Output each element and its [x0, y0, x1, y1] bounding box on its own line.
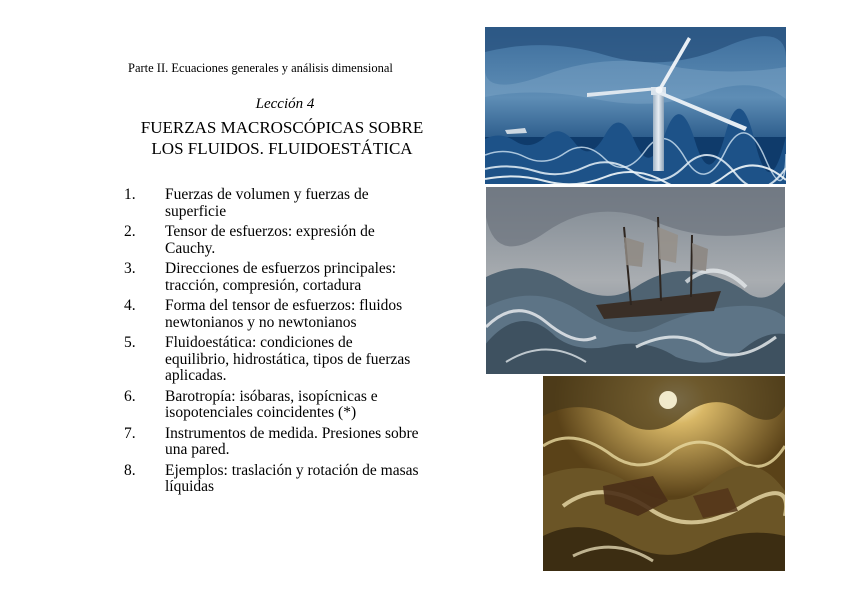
toc-item-line: Fuerzas de volumen y fuerzas de — [165, 186, 369, 203]
toc-item-line: newtonianos y no newtonianos — [165, 313, 357, 331]
ship-storm-illustration — [486, 187, 785, 374]
lesson-title-line-2: LOS FLUIDOS. FLUIDOESTÁTICA — [151, 139, 413, 158]
toc-item-text — [165, 335, 469, 385]
toc-item-text — [165, 426, 469, 459]
toc-item-line: superficie — [165, 202, 227, 220]
toc-item — [124, 463, 469, 496]
toc-item-text — [165, 224, 469, 257]
lesson-title-line-1: FUERZAS MACROSCÓPICAS SOBRE — [140, 118, 424, 137]
toc-item — [124, 261, 469, 294]
ship-in-storm-painting — [486, 187, 785, 374]
toc-item-number: 4. — [124, 297, 136, 314]
toc-item-number: 5. — [124, 334, 136, 351]
stormy-sea-painting — [543, 376, 785, 571]
toc-item-number: 7. — [124, 424, 136, 442]
toc-item-line: Fluidoestática: condiciones de — [165, 334, 353, 351]
toc-item-text — [165, 463, 469, 496]
toc-item-line: líquidas — [165, 478, 215, 495]
toc-item-line: aplicadas. — [165, 367, 227, 384]
toc-item-text — [165, 187, 469, 220]
toc-item — [124, 335, 469, 385]
toc-item-line: una pared. — [165, 441, 230, 458]
toc-item-number: 1. — [124, 186, 136, 203]
toc-item-line: Forma del tensor de esfuerzos: fluidos — [165, 297, 403, 314]
toc-item-number: 6. — [124, 387, 136, 405]
toc-item-line: Ejemplos: traslación y rotación de masas — [165, 461, 419, 479]
toc-item — [124, 187, 469, 220]
lesson-label: Lección 4 — [255, 96, 315, 112]
toc-item-line: Direcciones de esfuerzos principales: — [165, 260, 397, 277]
toc-item-number: 2. — [124, 223, 136, 240]
toc-item-line: Cauchy. — [165, 239, 216, 257]
toc-item-text — [165, 298, 469, 331]
toc-item — [124, 298, 469, 331]
toc-item-line: Tensor de esfuerzos: expresión de — [165, 223, 375, 240]
part-header: Parte II. Ecuaciones generales y análisis dimensional — [128, 61, 393, 75]
toc-item-line: Barotropía: isóbaras, isopícnicas e — [165, 387, 378, 405]
toc-item-line: tracción, compresión, cortadura — [165, 276, 362, 294]
table-of-contents — [124, 187, 469, 500]
lesson-title — [112, 117, 452, 159]
toc-item — [124, 224, 469, 257]
toc-item-text — [165, 389, 469, 422]
toc-item-text — [165, 261, 469, 294]
stormy-sea-illustration — [543, 376, 785, 571]
toc-item-line: equilibrio, hidrostática, tipos de fuerzas — [165, 350, 411, 368]
toc-item-line: Instrumentos de medida. Presiones sobre — [165, 424, 419, 442]
toc-item — [124, 426, 469, 459]
toc-item-line: isopotenciales coincidentes (*) — [165, 404, 357, 421]
toc-item — [124, 389, 469, 422]
toc-item-number: 8. — [124, 461, 136, 479]
toc-item-number: 3. — [124, 260, 136, 277]
wind-turbine-illustration — [485, 27, 786, 184]
offshore-wind-turbine-image — [485, 27, 786, 184]
